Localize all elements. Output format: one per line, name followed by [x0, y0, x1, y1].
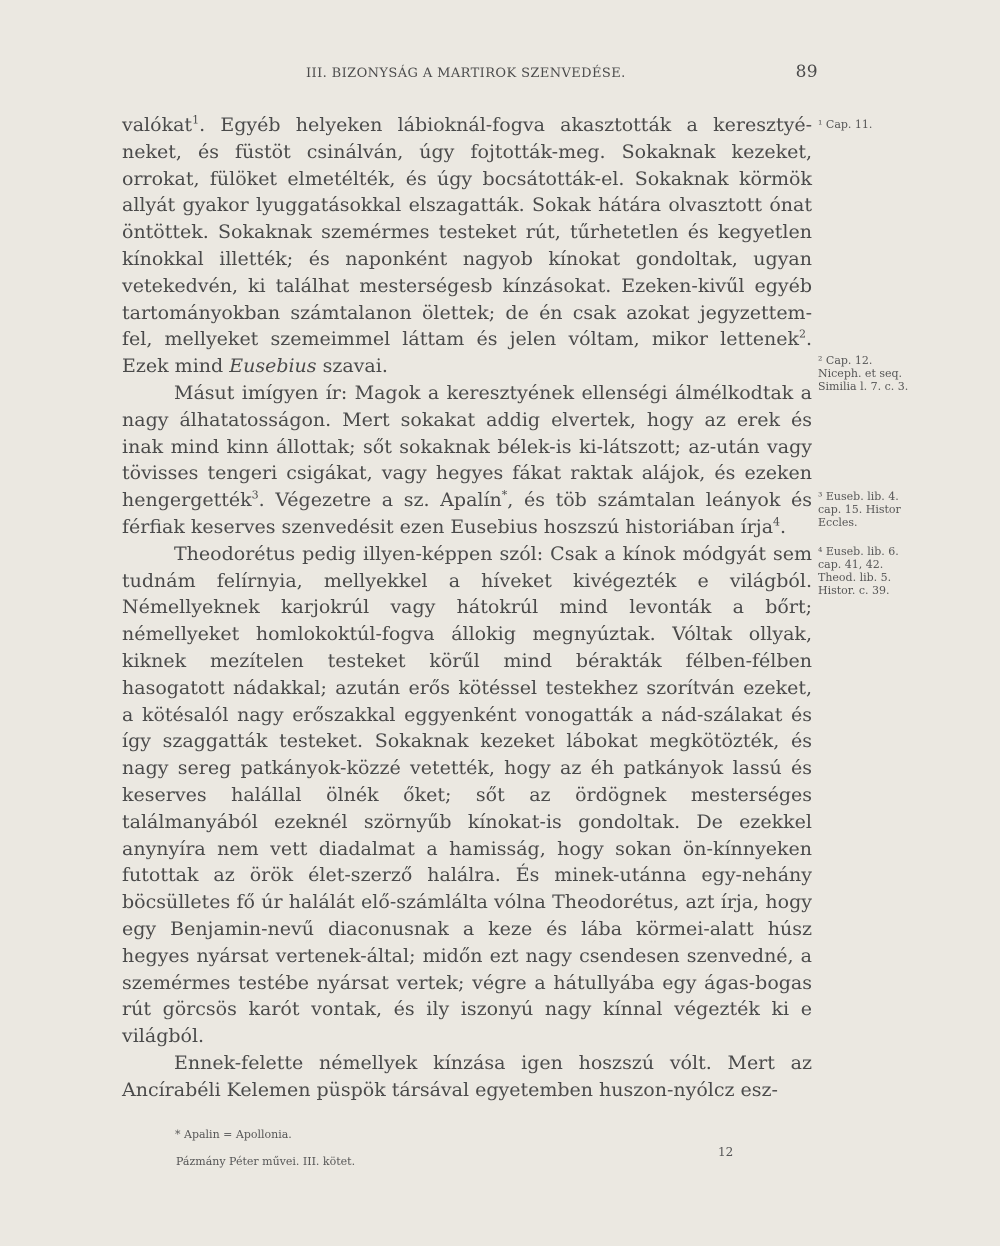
footnote: * Apalin = Apollonia.	[175, 1128, 292, 1141]
text-run: szavai.	[316, 355, 388, 378]
footnote-ref: 3	[251, 488, 259, 502]
paragraph-1	[122, 112, 812, 380]
text-run: valókat	[122, 114, 193, 136]
text-run: , és töb számtalan leányok és férfiak keserves szenvedésit ezen Eusebius hoszszú historiában írja	[122, 489, 812, 538]
footnote-ref: *	[501, 488, 508, 502]
footnote-ref: 2	[798, 328, 806, 342]
main-text	[122, 112, 812, 1103]
text-run: . Végezetre a sz. Apalín	[258, 489, 502, 512]
footnote-ref: 4	[773, 515, 781, 529]
text-run: . Ezek mind	[122, 328, 812, 378]
margin-note-3: ³ Euseb. lib. 4. cap. 15. Histor Eccles.	[818, 490, 901, 529]
text-run: .	[780, 515, 787, 538]
running-title: III. BIZONYSÁG A MARTIROK SZENVEDÉSE.	[306, 66, 626, 81]
paragraph-4: Ennek-felette némellyek kínzása igen hoszszú vólt. Mert az Ancírabéli Kelemen püspök társával egyetemben huszon-nyólcz esz-	[122, 1051, 812, 1101]
signature-number: 12	[718, 1145, 734, 1159]
margin-note-2: ² Cap. 12. Niceph. et seq. Similia l. 7. c. 3.	[818, 354, 909, 393]
footnote-ref: 1	[192, 113, 200, 127]
author-name: Eusebius	[229, 355, 317, 378]
text-run: Másut imígyen ír: Magok a keresztyének ellenségi álmélkodtak a nagy álhatatosságon. Mert sokakat addig elvertek, hogy az erek és inak mind kinn állottak; sőt sokaknak bélek-is ki-látszott; az-után vagy tövisses tengeri csigákat, vagy hegyes fákat raktak alájok, és ezeken hengergették	[122, 381, 812, 512]
margin-note-4: ⁴ Euseb. lib. 6. cap. 41, 42. Theod. lib. 5. Histor. c. 39.	[818, 545, 899, 597]
text-run: . Egyéb helyeken lábioknál-fogva akasztották a keresztyé-neket, és füstöt csinálván, úgy fojtották-meg. Sokaknak kezeket, orrokat, fülöket elmetélték, és úgy bocsátották-el. Sokaknak körmök allyát gyakor lyuggatásokkal elszagatták. Sokak hátára olvasztott ónat öntöttek. Sokaknak szemérmes testeket rút, tűrhetetlen és kegyetlen kínokkal illették; és naponként nagyob kínokat gondoltak, ugyan vetekedvén, ki találhat mesterségesb kínzásokat. Ezeken-kivűl egyéb tartományokban számtalanon ölettek; de én csak azokat jegyzettem-fel, mellyeket szemeimmel láttam és jelen vóltam, mikor lettenek	[122, 114, 812, 351]
margin-note-1: ¹ Cap. 11.	[818, 118, 873, 131]
paragraph-3: Theodorétus pedig illyen-képpen szól: Csak a kínok módgyát sem tudnám felírnyia, mellyekkel a híveket kivégezték e világból. Némellyeknek karjokrúl vagy hátokrúl mind levonták a bőrt; némellyeket homlokoktúl-fogva állokig megnyúztak. Vóltak ollyak, kiknek mezítelen testeket körűl mind bérakták félben-félben hasogatott nádakkal; azután erős kötéssel testekhez szorítván ezeket, a kötésalól nagy erőszakkal eggyenként vonogatták a nád-szálakat és így szaggatták testeket. Sokaknak kezeket lábokat megkötözték, és nagy sereg patkányok-közzé vetették, hogy az éh patkányok lassú és keserves halállal ölnék őket; sőt az ördögnek mesterséges találmanyából ezeknél szörnyűb kínokat-is gondoltak. De ezekkel anynyíra nem vett diadalmat a hamisság, hogy sokan ön-kínnyeken futottak az örök élet-szerző halálra. És minek-utánna egy-nehány böcsülletes fő úr halálát elő-számlálta vólna Theodorétus, azt írja, hogy egy Benjamin-nevű diaconusnak a keze és lába körmei-alatt húsz hegyes nyársat vertenek-által; midőn ezt nagy csendesen szenvedné, a szemérmes testébe nyársat vertek; végre a hátullyába egy ágas-bogas rút görcsös karót vontak, és ily iszonyú nagy kínnal végezték ki e világból.	[122, 542, 812, 1048]
paragraph-2	[122, 380, 812, 541]
page-number: 89	[795, 62, 818, 82]
printer-signature: Pázmány Péter művei. III. kötet.	[176, 1155, 356, 1168]
